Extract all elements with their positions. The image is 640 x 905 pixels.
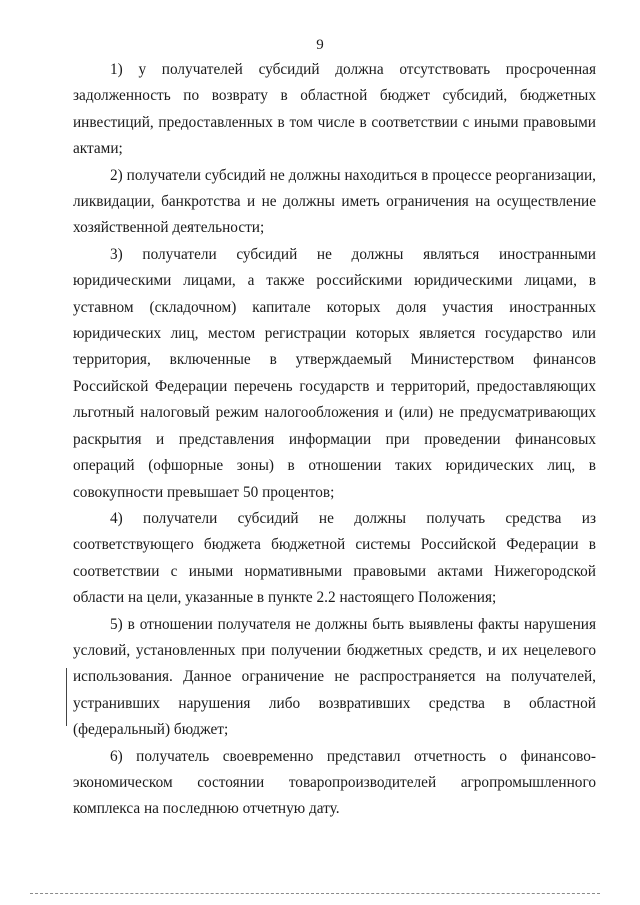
scan-margin-mark — [66, 668, 67, 726]
paragraph-2: 2) получатели субсидий не должны находиться в процессе реорганизации, ликвидации, банкротства и не должны иметь ограничения на осуществление хозяйственной деятельности; — [73, 166, 596, 237]
paragraph-6: 6) получатель своевременно представил отчетность о финансово-экономическом состоянии товаропроизводителей агропромышленного комплекса на последнюю отчетную дату. — [73, 747, 596, 818]
paragraph-3: 3) получатели субсидий не должны являться иностранными юридическими лицами, а также российскими юридическими лицами, в уставном (складочном) капитале которых доля участия иностранных юридических лиц, местом регистрации которых является государство или территория, включенные в утверждаемый Министерством финансов Российской Федерации перечень государств и территорий, предоставляющих льготный налоговый режим налогообложения и (или) не предусматривающих раскрытия и представления информации при проведении финансовых операций (офшорные зоны) в отношении таких юридических лиц, в совокупности превышает 50 процентов; — [73, 245, 596, 501]
paragraph-4: 4) получатели субсидий не должны получать средства из соответствующего бюджета бюджетной системы Российской Федерации в соответствии с иными нормативными правовыми актами Нижегородской области на цели, указанные в пункте 2.2 настоящего Положения; — [73, 509, 596, 607]
paragraph-5: 5) в отношении получателя не должны быть выявлены факты нарушения условий, установленных при получении бюджетных средств, и их нецелевого использования. Данное ограничение не распространяется на получателей, устранивших нарушения либо возвративших средства в областной (федеральный) бюджет; — [73, 615, 596, 739]
bottom-scan-rule — [30, 893, 600, 894]
document-body — [73, 57, 596, 823]
page-number: 9 — [316, 37, 324, 53]
paragraph-1: 1) у получателей субсидий должна отсутствовать просроченная задолженность по возврату в областной бюджет субсидий, бюджетных инвестиций, предоставленных в том числе в соответствии с иными правовыми актами; — [73, 61, 596, 158]
